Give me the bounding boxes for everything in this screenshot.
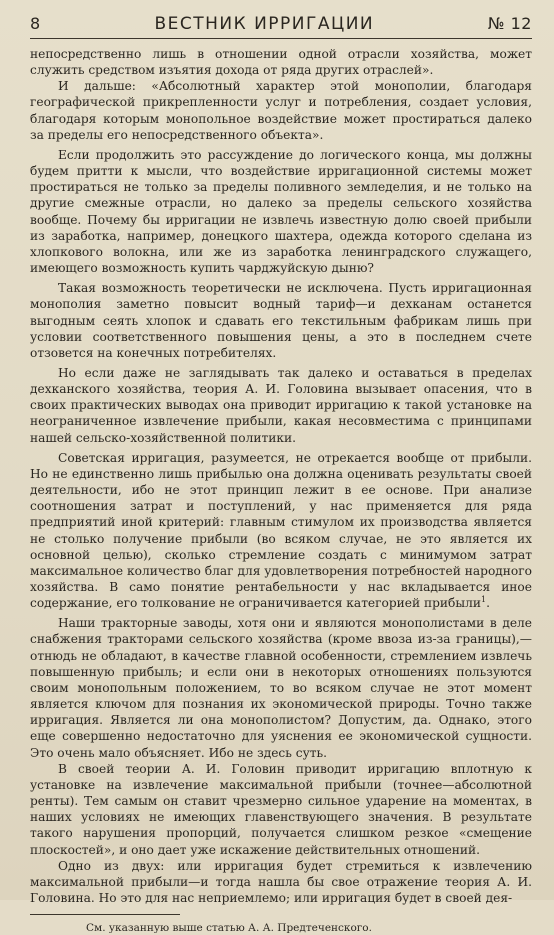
paragraph: Наши тракторные заводы, хотя они и являются монополистами в деле снабжения тракторами сельского хозяйства (кроме ввоза из-за границы),—отнюдь не обладают, в качестве главной особенности, стремлением извлечь повышенную прибыль; и если они в некоторых отношениях пользуются своим монопольным положением, то во всяком случае не этот момент является ключом для познания их экономической природы. Точно также ирригация. Является ли она монополистом? Допустим, да. Однако, этого еще совершенно недостаточно для уяснения ее экономической сущности. Это очень мало объясняет. Ибо не здесь суть. — [30, 616, 532, 760]
page-number: 8 — [30, 14, 41, 33]
journal-title: ВЕСТНИК ИРРИГАЦИИ — [154, 14, 375, 34]
paragraph: Но если даже не заглядывать так далеко и оставаться в пределах дехканского хозяйства, теория А. И. Головина вызывает опасения, что в своих практических выводах она приводит ирригацию к такой установке на неограниченное извлечение прибыли, какая несовместима с принципами нашей сельско-хозяйственной политики. — [30, 365, 532, 445]
footnote-reference: 1 — [480, 595, 487, 605]
paragraph — [30, 450, 532, 612]
footnote-divider — [30, 914, 180, 915]
paragraph: И дальше: «Абсолютный характер этой монополии, благодаря географической прикрепленности услуг и потребления, создает условия, благодаря которым монопольное воздействие может простираться далеко за пределы его непосредственного объекта». — [30, 79, 532, 142]
paragraph: Одно из двух: или ирригация будет стремиться к извлечению максимальной прибыли—и тогда нашла бы свое отражение теория А. И. Головина. Но это для нас неприемлемо; или ирригация будет в своей дея- — [30, 858, 532, 905]
footnote: См. указанную выше статью А. А. Предтеченского. — [86, 922, 372, 935]
paragraph: В своей теории А. И. Головин приводит ирригацию вплотную к установке на извлечение максимальной прибыли (точнее—абсолютной ренты). Тем самым он ставит чрезмерно сильное ударение на моментах, в наших условиях не имеющих главенствующего значения. В результате такого нарушения пропорций, получается слишком резкое «смещение плоскостей», и оно дает уже искажение действительных отношений. — [30, 761, 532, 857]
paragraph: Если продолжить это рассуждение до логического конца, мы должны будем притти к мысли, что воздействие ирригационной системы может простираться не только за пределы поливного земледелия, и не только на другие смежные отрасли, но далеко за пределы сельского хозяйства вообще. Почему бы ирригации не извлечь известную долю своей прибыли из заработка, например, донецкого шахтера, одежда которого сделана из хлопкового волокна, или же из заработка ленинградского служащего, имеющего возможность купить чарджуйскую дыню? — [30, 147, 532, 276]
paragraph: непосредственно лишь в отношении одной отрасли хозяйства, может служить средством изъятия дохода от ряда других отраслей». — [30, 47, 532, 78]
paragraph: Такая возможность теоретически не исключена. Пусть ирригационная монополия заметно повысит водный тариф—и дехканам останется выгодным сеять хлопок и сдавать его текстильным фабрикам лишь при условии соответственного повышения цены, а это в последнем счете отзовется на конечных потребителях. — [30, 281, 532, 360]
article-body — [30, 46, 532, 906]
paragraph-text: Советская ирригация, разумеется, не отрекается вообще от прибыли. Но не единственно лишь прибылью она должна оценивать результаты своей деятельности, ибо не этот принцип лежит в ее основе. При анализе соотношения затрат и поступлений, у нас применяется для ряда предприятий иной критерий: главным стимулом их производства является не столько получение прибыли (во всяком случае, не это является их основной целью), сколько стремление создать с минимумом затрат максимальное количество благ для удовлетворения потребностей народного хозяйства. В само понятие рентабельности у нас вкладывается иное содержание, его толкование не ограничивается категорией прибыли — [30, 450, 532, 611]
paragraph-end: . — [486, 596, 490, 611]
issue-number: № 12 — [487, 14, 532, 33]
page-header — [30, 14, 532, 39]
